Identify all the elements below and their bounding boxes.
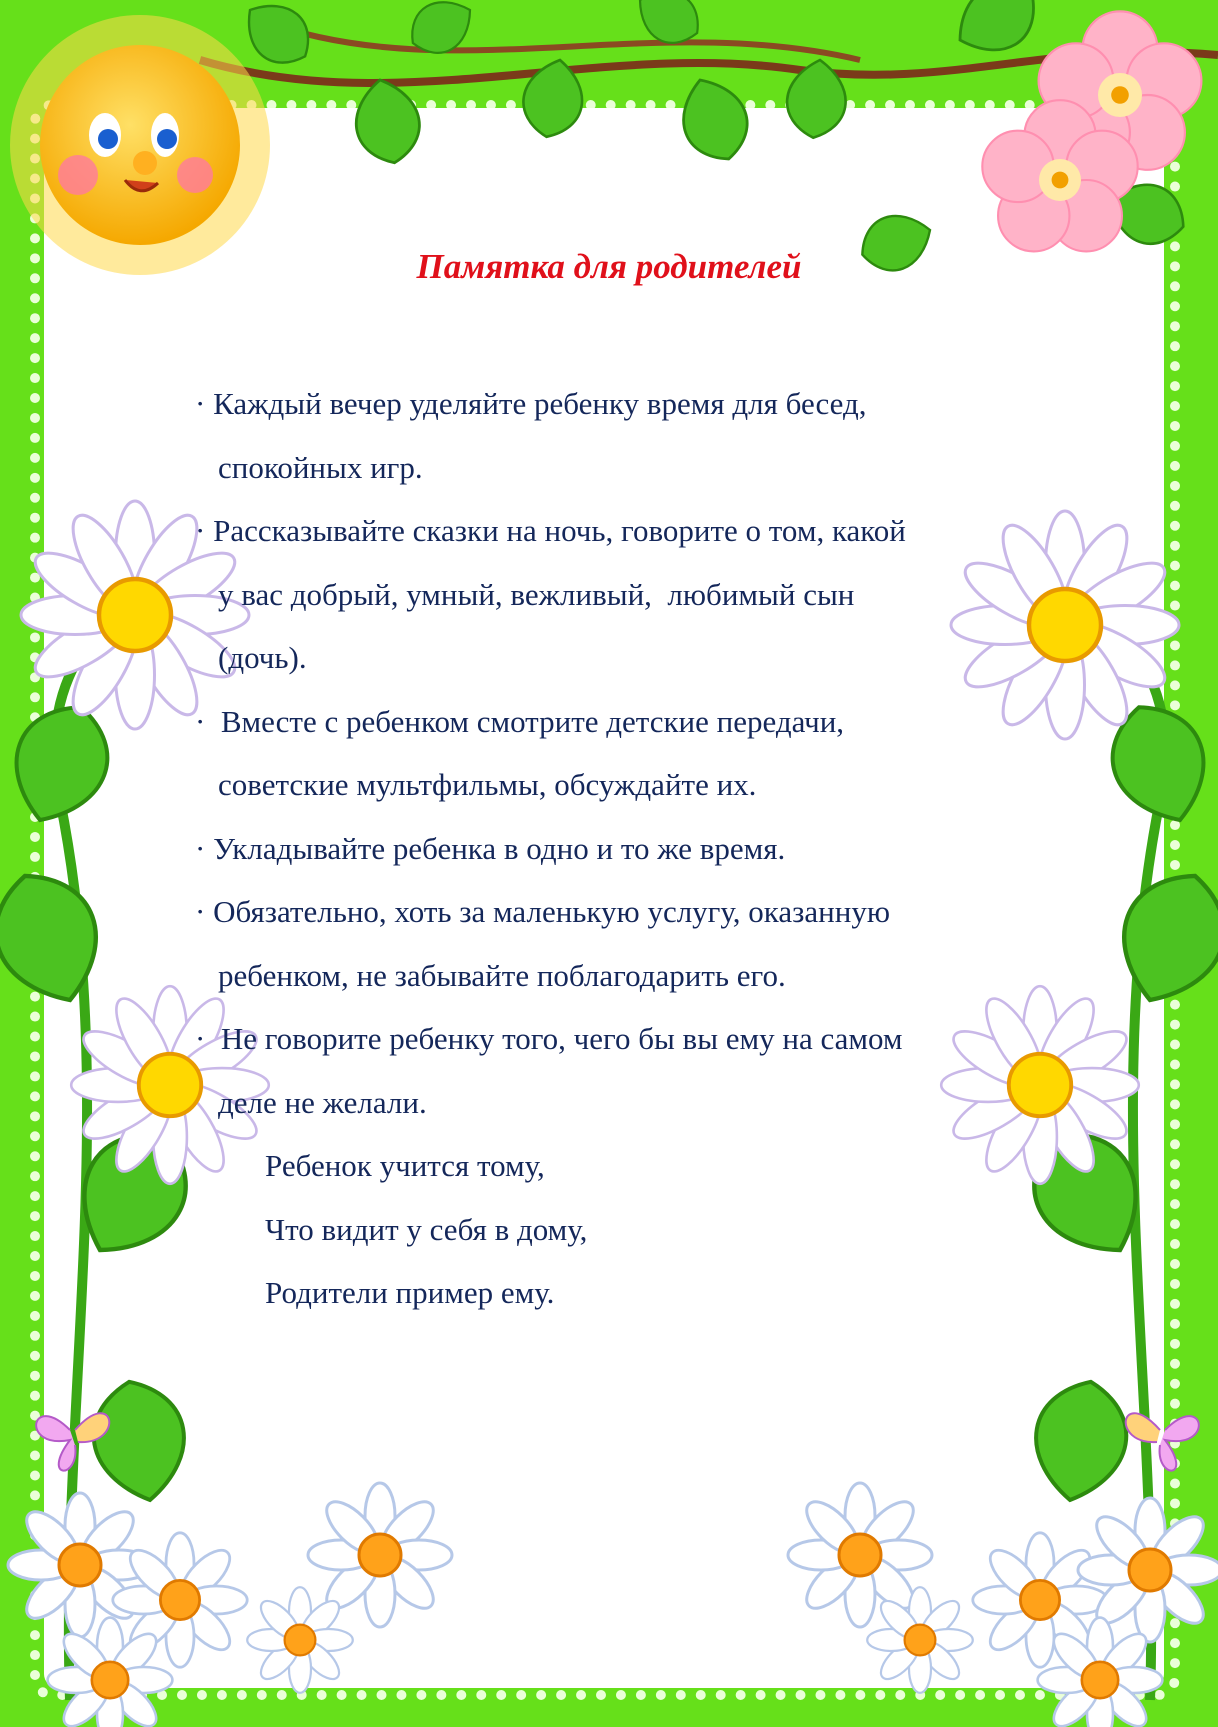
bullet: · <box>195 894 214 929</box>
item-continuation: (дочь). <box>218 640 307 675</box>
item-continuation: спокойных игр. <box>218 449 423 485</box>
item-text: Каждый вечер уделяйте ребенку время для бесед, <box>213 386 867 421</box>
item-text: Укладывайте ребенка в одно и то же время. <box>213 830 786 866</box>
item-continuation: у вас добрый, умный, вежливый, любимый сын <box>218 576 855 612</box>
bullet: · <box>195 1021 221 1056</box>
bullet: · <box>195 513 214 548</box>
list-item <box>195 1007 1075 1071</box>
memo-title: Памятка для родителей <box>416 247 802 286</box>
list-item <box>195 880 1075 944</box>
item-continuation: деле не желали. <box>218 1084 427 1120</box>
item-text: Не говорите ребенку того, чего бы вы ему на самом <box>220 1021 903 1056</box>
list-item <box>195 690 1075 754</box>
list-item <box>195 817 1075 881</box>
item-text: Вместе с ребенком смотрите детские передачи, <box>220 703 845 739</box>
item-text: Рассказывайте сказки на ночь, говорите о том, какой <box>213 513 906 548</box>
item-continuation: ребенком, не забывайте поблагодарить его. <box>218 957 786 993</box>
bullet: · <box>195 703 221 739</box>
list-item <box>195 499 1075 563</box>
poem-line: Ребенок учится тому, <box>265 1148 545 1183</box>
list-item <box>195 372 1075 436</box>
bullet: · <box>195 830 214 866</box>
memo-content <box>195 372 1075 1325</box>
poem-line: Что видит у себя в дому, <box>265 1211 588 1247</box>
bullet: · <box>195 386 214 421</box>
item-text: Обязательно, хоть за маленькую услугу, оказанную <box>213 894 890 929</box>
poem-line: Родители пример ему. <box>265 1275 555 1310</box>
item-continuation: советские мультфильмы, обсуждайте их. <box>218 767 757 802</box>
